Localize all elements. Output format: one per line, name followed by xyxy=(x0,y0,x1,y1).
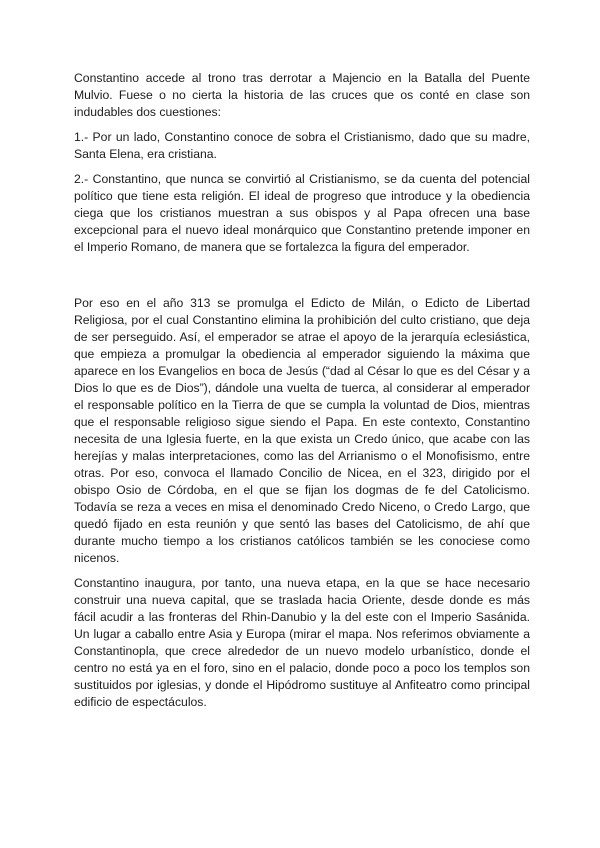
paragraph-edict-of-milan: Por eso en el año 313 se promulga el Edicto de Milán, o Edicto de Libertad Religiosa, por el cual Constantino elimina la prohibición del culto cristiano, que deja de ser perseguido. Así, el emperador se atrae el apoyo de la jerarquía eclesiástica, que empieza a promulgar la obediencia al emperador siguiendo la máxima que aparece en los Evangelios en boca de Jesús (“dad al César lo que es del César y a Dios lo que es de Dios”), dándole una vuelta de tuerca, al considerar al emperador el responsable político en la Tierra de que se cumpla la voluntad de Dios, mientras que el responsable religioso sigue siendo el Papa. En este contexto, Constantino necesita de una Iglesia fuerte, en la que exista un Credo único, que acabe con las herejías y malas interpretaciones, como las del Arrianismo o el Monofisismo, entre otras. Por eso, convoca el llamado Concilio de Nicea, en el 323, dirigido por el obispo Osio de Córdoba, en el que se fijan los dogmas de fe del Catolicismo. Todavía se reza a veces en misa el denominado Credo Niceno, o Credo Largo, que quedó fijado en esta reunión y que sentó las bases del Catolicismo, de ahí que durante mucho tiempo a los cristianos católicos también se les conociese como nicenos. xyxy=(74,296,530,565)
paragraph-spacer xyxy=(74,256,530,295)
paragraph-intro: Constantino accede al trono tras derrotar a Majencio en la Batalla del Puente Mulvio. Fuese o no cierta la historia de las cruces que os conté en clase son indudables dos cuestiones: xyxy=(74,71,530,119)
paragraph-new-capital: Constantino inaugura, por tanto, una nueva etapa, en la que se hace necesario construir una nueva capital, que se traslada hacia Oriente, desde donde es más fácil acudir a las fronteras del Rhin-Danubio y la del este con el Imperio Sasánida. Un lugar a caballo entre Asia y Europa (mirar el mapa. Nos referimos obviamente a Constantinopla, que crece alrededor de un nuevo modelo urbanístico, donde el centro no está ya en el foro, sino en el palacio, donde poco a poco los templos son sustituidos por iglesias, y donde el Hipódromo sustituye al Anfiteatro como principal edificio de espectáculos. xyxy=(74,576,530,709)
document-page xyxy=(74,70,530,711)
paragraph-point-1: 1.- Por un lado, Constantino conoce de sobra el Cristianismo, dado que su madre, Santa Elena, era cristiana. xyxy=(74,130,530,161)
paragraph-point-2: 2.- Constantino, que nunca se convirtió al Cristianismo, se da cuenta del potencial político que tiene esta religión. El ideal de progreso que introduce y la obediencia ciega que los cristianos muestran a sus obispos y al Papa ofrecen una base excepcional para el nuevo ideal monárquico que Constantino pretende imponer en el Imperio Romano, de manera que se fortalezca la figura del emperador. xyxy=(74,172,530,254)
